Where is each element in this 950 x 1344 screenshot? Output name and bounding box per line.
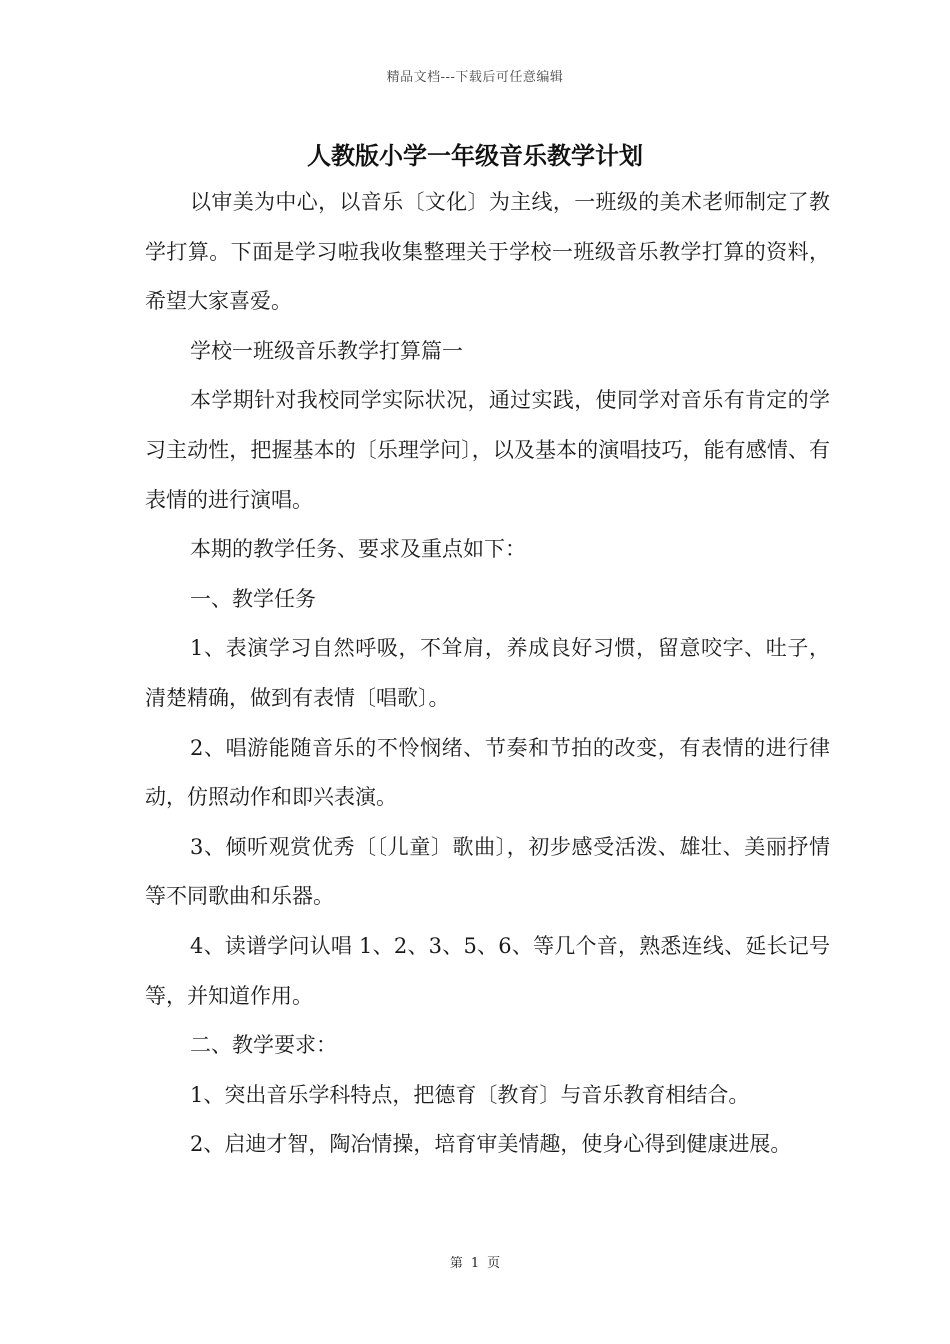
document-body bbox=[145, 178, 830, 1170]
footer-suffix: 页 bbox=[487, 1256, 501, 1271]
list-item: 2、唱游能随音乐的不怜悯绪、节奏和节拍的改变，有表情的进行律动，仿照动作和即兴表演。 bbox=[145, 735, 830, 810]
header-note: 精品文档---下载后可任意编辑 bbox=[386, 70, 564, 85]
list-item: 1、表演学习自然呼吸，不耸肩，养成良好习惯，留意咬字、吐子，清楚精确，做到有表情〔唱歌〕。 bbox=[145, 636, 830, 710]
list-item: 1、突出音乐学科特点，把德育〔教育〕与音乐教育相结合。 bbox=[190, 1082, 750, 1107]
list-item: 4、读谱学问认唱 1、2、3、5、6、等几个音，熟悉连线、延长记号等，并知道作用。 bbox=[145, 933, 830, 1008]
paragraph: 以审美为中心，以音乐〔文化〕为主线，一班级的美术老师制定了教学打算。下面是学习啦我收集整理关于学校一班级音乐教学打算的资料，希望大家喜爱。 bbox=[145, 190, 830, 314]
list-item: 2、启迪才智，陶冶情操，培育审美情趣，使身心得到健康进展。 bbox=[190, 1132, 792, 1157]
document-title: 人教版小学一年级音乐教学计划 bbox=[307, 141, 643, 170]
paragraph: 本学期针对我校同学实际状况，通过实践，使同学对音乐有肯定的学习主动性，把握基本的〔乐理学问〕，以及基本的演唱技巧，能有感情、有表情的进行演唱。 bbox=[145, 388, 830, 512]
paragraph: 本期的教学任务、要求及重点如下： bbox=[190, 537, 526, 562]
footer-prefix: 第 bbox=[449, 1256, 463, 1271]
section-heading: 一、教学任务 bbox=[190, 586, 316, 611]
list-item: 3、倾听观赏优秀〔〔儿童〕歌曲〕，初步感受活泼、雄壮、美丽抒情等不同歌曲和乐器。 bbox=[145, 834, 830, 909]
paragraph: 学校一班级音乐教学打算篇一 bbox=[190, 338, 463, 363]
page-footer bbox=[0, 1252, 950, 1271]
page-number: 1 bbox=[470, 1256, 480, 1271]
section-heading: 二、教学要求： bbox=[190, 1033, 337, 1058]
